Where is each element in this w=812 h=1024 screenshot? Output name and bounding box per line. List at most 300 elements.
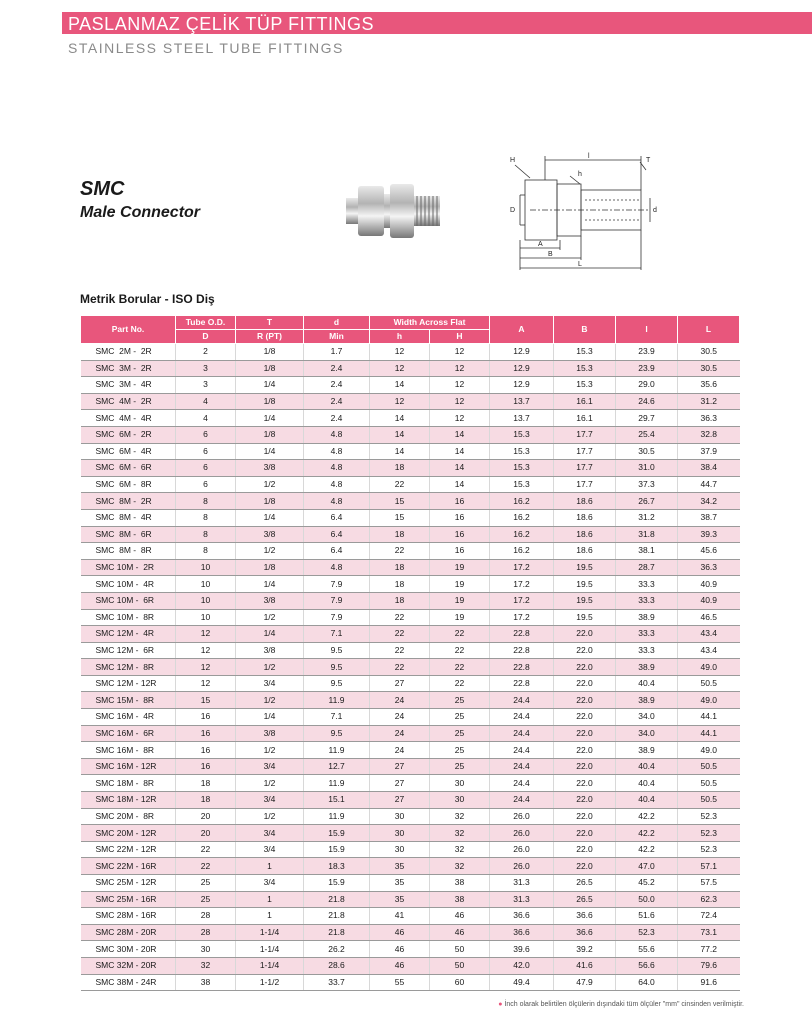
table-cell: 14 [370,443,430,460]
table-cell: 6 [176,426,236,443]
col-header-part-no: Part No. [81,316,176,344]
table-cell: 3/4 [236,875,304,892]
table-cell: 22.0 [554,675,616,692]
table-cell: 50.5 [678,792,740,809]
table-cell: 21.8 [304,908,370,925]
table-cell: 16 [430,509,490,526]
col-header-L: L [678,316,740,344]
table-cell: 12.9 [490,360,554,377]
table-cell: 24.4 [490,775,554,792]
table-cell: 22.0 [554,626,616,643]
table-cell: 18 [176,775,236,792]
table-cell: 38.9 [616,692,678,709]
table-cell: 1/8 [236,344,304,361]
table-cell: 11.9 [304,808,370,825]
table-cell: 3/4 [236,841,304,858]
table-row [81,426,740,443]
table-cell: 29.0 [616,377,678,394]
table-cell: 16.2 [490,493,554,510]
table-cell: 44.7 [678,476,740,493]
table-cell: 31.2 [678,393,740,410]
table-cell: 15.9 [304,841,370,858]
table-cell: SMC 28M - 16R [81,908,176,925]
table-cell: 30.5 [678,344,740,361]
table-cell: 22 [370,476,430,493]
table-cell: 49.0 [678,659,740,676]
table-cell: 12 [430,377,490,394]
table-cell: SMC 22M - 16R [81,858,176,875]
table-cell: 17.7 [554,460,616,477]
table-cell: SMC 2M - 2R [81,344,176,361]
table-cell: 9.5 [304,659,370,676]
table-cell: 47.0 [616,858,678,875]
table-cell: 60 [430,974,490,991]
table-cell: 16 [430,526,490,543]
table-cell: 22.0 [554,725,616,742]
table-cell: 35 [370,858,430,875]
table-cell: SMC 3M - 4R [81,377,176,394]
table-cell: SMC 4M - 4R [81,410,176,427]
table-cell: SMC 10M - 6R [81,592,176,609]
table-cell: 22.0 [554,692,616,709]
table-cell: 4.8 [304,493,370,510]
table-cell: 51.6 [616,908,678,925]
table-cell: 28.7 [616,559,678,576]
table-cell: 18 [370,592,430,609]
table-row [81,443,740,460]
table-cell: 41 [370,908,430,925]
table-cell: 22.0 [554,792,616,809]
table-row [81,476,740,493]
table-cell: SMC 20M - 8R [81,808,176,825]
table-cell: 52.3 [678,808,740,825]
table-cell: 26.0 [490,841,554,858]
table-cell: 1 [236,891,304,908]
table-cell: 1/2 [236,543,304,560]
table-cell: 6.4 [304,526,370,543]
table-row [81,377,740,394]
table-cell: 64.0 [616,974,678,991]
table-cell: SMC 6M - 8R [81,476,176,493]
table-cell: SMC 6M - 2R [81,426,176,443]
table-cell: 26.5 [554,875,616,892]
table-cell: SMC 8M - 8R [81,543,176,560]
table-cell: 13.7 [490,393,554,410]
table-cell: 22.0 [554,659,616,676]
table-cell: 22 [176,858,236,875]
table-cell: 25 [176,875,236,892]
table-row [81,758,740,775]
table-cell: 38.1 [616,543,678,560]
table-cell: 46 [370,924,430,941]
table-cell: 44.1 [678,709,740,726]
col-header-t: T [236,316,304,330]
table-cell: SMC 16M - 6R [81,725,176,742]
table-cell: 3 [176,360,236,377]
table-cell: 12.9 [490,377,554,394]
table-cell: 15.3 [490,476,554,493]
table-cell: 11.9 [304,692,370,709]
table-cell: 37.9 [678,443,740,460]
table-cell: 27 [370,775,430,792]
table-cell: 22.0 [554,825,616,842]
table-cell: 40.4 [616,775,678,792]
table-cell: 15.3 [554,377,616,394]
col-header-d: d [304,316,370,330]
table-cell: 47.9 [554,974,616,991]
table-cell: 26.0 [490,825,554,842]
table-row [81,792,740,809]
table-row [81,344,740,361]
table-cell: 12 [430,360,490,377]
table-cell: 24.4 [490,709,554,726]
table-cell: 20 [176,825,236,842]
table-row [81,924,740,941]
table-cell: 19.5 [554,576,616,593]
table-row [81,626,740,643]
table-cell: 19.5 [554,592,616,609]
table-cell: 30.5 [616,443,678,460]
table-cell: 40.9 [678,576,740,593]
table-cell: 8 [176,526,236,543]
table-cell: 46 [430,924,490,941]
table-cell: 26.5 [554,891,616,908]
table-cell: 22.0 [554,841,616,858]
table-cell: 18.6 [554,509,616,526]
table-cell: 9.5 [304,725,370,742]
table-cell: 24.4 [490,792,554,809]
table-cell: 16.1 [554,393,616,410]
table-cell: 1/2 [236,775,304,792]
table-row [81,957,740,974]
table-cell: 36.3 [678,559,740,576]
table-cell: 77.2 [678,941,740,958]
table-cell: SMC 8M - 6R [81,526,176,543]
table-cell: 17.2 [490,576,554,593]
table-cell: 22.8 [490,675,554,692]
table-row [81,875,740,892]
table-cell: SMC 4M - 2R [81,393,176,410]
table-cell: 2.4 [304,377,370,394]
table-cell: 37.3 [616,476,678,493]
table-cell: 42.2 [616,841,678,858]
table-cell: 12.7 [304,758,370,775]
table-cell: 34.2 [678,493,740,510]
drawing-label-L: L [578,261,582,268]
table-cell: 1/2 [236,476,304,493]
table-cell: 2.4 [304,410,370,427]
table-cell: SMC 6M - 6R [81,460,176,477]
bullet-icon: ● [498,1001,503,1008]
table-cell: 46 [370,957,430,974]
table-cell: 25 [430,709,490,726]
table-cell: 30 [430,792,490,809]
table-cell: 50.0 [616,891,678,908]
table-cell: 23.9 [616,360,678,377]
footnote [498,1001,744,1008]
table-cell: 12 [430,410,490,427]
table-cell: 49.0 [678,692,740,709]
table-cell: 20 [176,808,236,825]
table-cell: 16 [176,709,236,726]
section-title: Metrik Borular - ISO Diş [80,292,215,306]
table-cell: 12 [430,344,490,361]
table-cell: 22.8 [490,626,554,643]
table-cell: 18 [176,792,236,809]
table-cell: 41.6 [554,957,616,974]
table-cell: 32 [430,858,490,875]
table-cell: 14 [430,426,490,443]
table-row [81,908,740,925]
table-cell: 6.4 [304,509,370,526]
table-cell: 4.8 [304,476,370,493]
table-cell: 17.2 [490,609,554,626]
table-cell: 36.6 [554,908,616,925]
table-cell: 18 [370,460,430,477]
drawing-label-A: A [538,241,543,248]
spec-table [80,315,740,991]
table-cell: 14 [370,410,430,427]
table-cell: 38 [430,891,490,908]
footnote-text: İnch olarak belirtilen ölçülerin dışındaki tüm ölçüler "mm" cinsinden verilmiştir. [504,1001,744,1008]
table-cell: 15 [176,692,236,709]
table-cell: 18 [370,559,430,576]
table-row [81,725,740,742]
table-cell: 32 [176,957,236,974]
table-cell: 18.6 [554,493,616,510]
table-cell: 17.2 [490,592,554,609]
table-cell: 19 [430,576,490,593]
table-cell: 36.6 [490,908,554,925]
header-title: PASLANMAZ ÇELİK TÜP FITTINGS [68,14,375,34]
table-cell: SMC 28M - 20R [81,924,176,941]
table-cell: 32 [430,825,490,842]
table-cell: 11.9 [304,775,370,792]
table-cell: 15 [370,493,430,510]
table-cell: 12.9 [490,344,554,361]
drawing-label-D: D [510,207,516,214]
table-cell: 1/2 [236,808,304,825]
table-cell: SMC 30M - 20R [81,941,176,958]
table-cell: 10 [176,576,236,593]
table-cell: 39.2 [554,941,616,958]
table-row [81,360,740,377]
table-cell: 31.0 [616,460,678,477]
table-cell: 24.4 [490,692,554,709]
table-cell: 25 [430,692,490,709]
table-cell: SMC 32M - 20R [81,957,176,974]
table-cell: SMC 6M - 4R [81,443,176,460]
table-cell: 16.1 [554,410,616,427]
table-cell: 26.7 [616,493,678,510]
table-cell: 24.6 [616,393,678,410]
table-cell: 17.2 [490,559,554,576]
table-cell: 36.3 [678,410,740,427]
table-cell: 8 [176,509,236,526]
table-cell: 43.4 [678,642,740,659]
table-cell: 22.0 [554,775,616,792]
table-cell: 79.6 [678,957,740,974]
table-cell: 3/8 [236,460,304,477]
table-cell: 57.5 [678,875,740,892]
table-cell: 42.2 [616,825,678,842]
table-cell: 30 [430,775,490,792]
table-cell: 1/4 [236,626,304,643]
table-cell: 12 [176,642,236,659]
table-row [81,742,740,759]
table-cell: 21.8 [304,891,370,908]
table-cell: 24 [370,725,430,742]
table-cell: 9.5 [304,675,370,692]
table-cell: 22 [176,841,236,858]
table-cell: 15.3 [490,460,554,477]
table-row [81,808,740,825]
table-cell: 49.4 [490,974,554,991]
table-cell: 16.2 [490,509,554,526]
table-cell: 22.8 [490,642,554,659]
col-header-tube-od: Tube O.D. [176,316,236,330]
table-cell: 1-1/4 [236,924,304,941]
table-cell: 22 [370,543,430,560]
table-cell: 42.0 [490,957,554,974]
col-header-width-across-flat: Width Across Flat [370,316,490,330]
table-cell: 16 [430,543,490,560]
table-cell: 30 [370,825,430,842]
table-cell: 1 [236,858,304,875]
table-cell: 6 [176,476,236,493]
table-cell: 15.3 [490,426,554,443]
table-cell: 15 [370,509,430,526]
drawing-label-B: B [548,251,553,258]
table-cell: 30 [176,941,236,958]
table-cell: 22 [430,675,490,692]
table-cell: 40.9 [678,592,740,609]
table-cell: 32 [430,841,490,858]
table-cell: 12 [176,626,236,643]
table-cell: 38 [176,974,236,991]
table-cell: 1/8 [236,493,304,510]
table-cell: SMC 15M - 8R [81,692,176,709]
table-cell: 33.3 [616,642,678,659]
dimension-drawing-diagram [500,150,665,275]
table-cell: 2.4 [304,393,370,410]
product-name: Male Connector [80,204,201,221]
table-cell: 22.0 [554,709,616,726]
table-cell: 15.1 [304,792,370,809]
table-cell: SMC 18M - 8R [81,775,176,792]
table-cell: SMC 18M - 12R [81,792,176,809]
table-cell: 3/8 [236,642,304,659]
table-row [81,974,740,991]
table-row [81,559,740,576]
table-cell: 50.5 [678,758,740,775]
table-cell: 19 [430,609,490,626]
table-cell: 3/8 [236,725,304,742]
table-row [81,493,740,510]
table-cell: 22 [430,659,490,676]
table-cell: SMC 22M - 12R [81,841,176,858]
table-cell: SMC 16M - 8R [81,742,176,759]
col-subheader-H: H [430,330,490,344]
table-cell: 26.0 [490,808,554,825]
table-cell: 7.9 [304,609,370,626]
table-cell: 36.6 [490,924,554,941]
table-cell: 34.0 [616,709,678,726]
table-cell: 22.0 [554,808,616,825]
table-cell: SMC 8M - 2R [81,493,176,510]
table-cell: 17.7 [554,443,616,460]
table-cell: 7.1 [304,709,370,726]
table-cell: 28 [176,908,236,925]
table-cell: 30.5 [678,360,740,377]
table-cell: 10 [176,559,236,576]
table-cell: SMC 12M - 8R [81,659,176,676]
table-cell: 1/4 [236,410,304,427]
table-cell: 35.6 [678,377,740,394]
table-cell: 19.5 [554,559,616,576]
table-cell: SMC 12M - 6R [81,642,176,659]
table-cell: 6 [176,443,236,460]
table-row [81,393,740,410]
table-cell: 50 [430,941,490,958]
table-cell: 22.0 [554,742,616,759]
table-cell: 9.5 [304,642,370,659]
col-subheader-t: R (PT) [236,330,304,344]
table-cell: 14 [370,377,430,394]
table-cell: 18 [370,576,430,593]
table-cell: 15.3 [554,360,616,377]
table-cell: 25 [430,758,490,775]
table-cell: SMC 16M - 12R [81,758,176,775]
table-cell: 7.9 [304,592,370,609]
table-cell: 22.0 [554,642,616,659]
drawing-label-H: H [510,157,516,164]
table-cell: 3/4 [236,792,304,809]
table-row [81,576,740,593]
table-cell: 35 [370,875,430,892]
table-cell: 24 [370,709,430,726]
table-cell: 31.2 [616,509,678,526]
table-cell: SMC 10M - 4R [81,576,176,593]
table-cell: 2 [176,344,236,361]
table-row [81,775,740,792]
table-cell: 40.4 [616,675,678,692]
col-header-a: A [490,316,554,344]
table-cell: SMC 20M - 12R [81,825,176,842]
table-cell: 19 [430,592,490,609]
table-cell: 24.4 [490,758,554,775]
table-cell: 10 [176,609,236,626]
table-cell: 42.2 [616,808,678,825]
table-row [81,941,740,958]
table-cell: 24.4 [490,725,554,742]
table-row [81,609,740,626]
table-cell: 31.3 [490,891,554,908]
table-cell: 30 [370,808,430,825]
table-cell: 1/8 [236,559,304,576]
table-cell: 1/4 [236,443,304,460]
table-cell: 8 [176,493,236,510]
table-cell: 26.0 [490,858,554,875]
table-cell: 16 [430,493,490,510]
table-cell: 3/4 [236,825,304,842]
table-cell: 4 [176,410,236,427]
table-row [81,543,740,560]
table-cell: 38.9 [616,659,678,676]
table-cell: 7.9 [304,576,370,593]
table-cell: SMC 25M - 12R [81,875,176,892]
table-cell: 28 [176,924,236,941]
